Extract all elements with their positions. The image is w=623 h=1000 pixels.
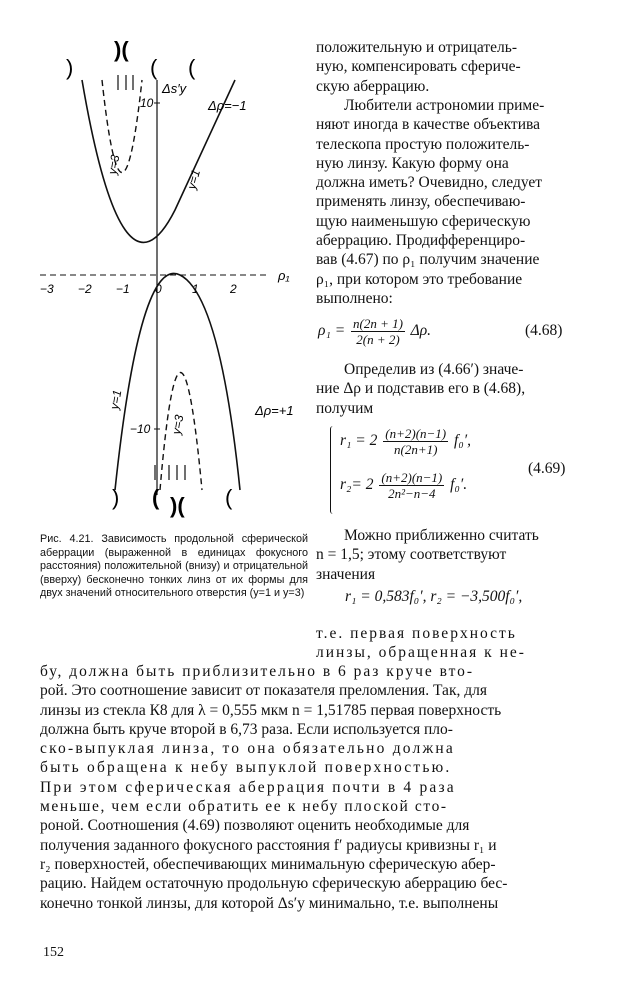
page-number: 152 [43,945,64,960]
y-tick-label: 10 [140,96,154,110]
equation-number: (4.69) [528,460,566,477]
lens-glyph: ( [188,55,196,80]
curve-label: y=3 [105,153,123,176]
lens-glyph: )( [170,493,185,518]
ray-arrows-top [118,75,133,90]
curve-positive-y1 [115,273,240,490]
lens-glyph: ( [152,485,160,510]
approx-paragraph: Можно приближенно считать n = 1,5; этому соответствуют значения [316,527,539,583]
y-tick-label: −10 [130,422,151,436]
curve-label: y=1 [184,168,203,191]
after-equation-paragraph: Определив из (4.66′) значе- ние Δρ и подставив его в (4.68), получим [316,361,526,417]
svg-text:0: 0 [155,282,162,296]
lens-glyph: ) [112,485,120,510]
curve-label: y=3 [169,413,187,436]
x-axis-label: ρ₁ [278,268,290,283]
upper-delta-rho-label: Δρ=−1 [208,98,247,113]
lens-glyph: ( [150,55,158,80]
ray-arrows-bottom [155,465,185,480]
te-lines: т.е. первая поверхность линзы, обращенная к не- [316,625,526,662]
svg-text:2: 2 [230,282,237,296]
lens-glyph: ( [225,485,233,510]
figure-caption: Рис. 4.21. Зависимость продольной сферической аберрации (выраженной в единицах фокусного расстояния) положительной (внизу) и отрицательной (вверху) бесконечно тонких линз от их формы для двух значений относительного отверстия (y=1 и y=3) [40,533,308,600]
equation-r2: r₂= 2 $\frac{(n+2)(n-1)}{\text{2n²−n−4}}$ f₀′. [340,470,468,501]
equation-4-68: ρ₁ = $\frac{n(2n + 1)}{2(n + 2)}$ Δρ. [318,316,432,347]
svg-text:−2: −2 [78,282,92,296]
svg-text:−1: −1 [116,282,130,296]
lens-glyph: ) [66,55,74,80]
full-width-paragraph: бу, должна быть приблизительно в 6 раз круче вто- рой. Это соотношение зависит от показателя преломления. Так, для линзы из стекла К8 для λ = 0,555 мкм n = 1,51785 первая поверхность должна быть круче второй в 6,73 раза. Если используется пло- ско-выпуклая линза, то она обязательно должна быть обращена к небу выпуклой поверхностью. При этом сферическая аберрация почти в 4 раза меньше, чем если обратить ее к небу плоской сто- роной. Соотношения (4.69) позволяют оценить необходимые для получения заданного фокусного расстояния f′ радиусы кривизны r₁ и r₂ поверхностей, обеспечивающих минимальную сферическую абер- рацию. Найдем остаточную продольную сферическую аберрацию бес- конечно тонкой линзы, для которой Δs′y минимально, т.е. выполнены [40,663,508,912]
y-axis-label: Δs′y [162,81,187,96]
aberration-figure [30,35,305,525]
astronomy-paragraph: Любители астрономии приме- няют иногда в качестве объектива телескопа простую положитель- ную линзу. Какую форму она должна иметь? Очевидно, следует применять линзу, обеспечиваю- щую наименьшую сферическую аберрацию. Продифференциро- вав (4.67) по ρ₁ получим значение ρ₁, при котором это требование выполнено: [316,97,545,307]
curve-label: y=1 [107,388,125,411]
system-brace [330,426,333,514]
lens-glyph: )( [114,37,129,62]
x-tick-labels [40,282,237,296]
values-equation: r₁ = 0,583f₀′, r₂ = −3,500f₀′, [345,588,523,605]
svg-text:1: 1 [192,282,199,296]
equation-r1: r₁ = 2 $\frac{(n+2)(n-1)}{n(2n+1)}$ f₀′, [340,426,471,457]
lower-delta-rho-label: Δρ=+1 [255,403,294,418]
equation-number: (4.68) [525,322,563,339]
svg-text:−3: −3 [40,282,54,296]
right-column-intro: положительную и отрицатель- ную, компенсировать сфериче- скую аберрацию. [316,39,521,95]
